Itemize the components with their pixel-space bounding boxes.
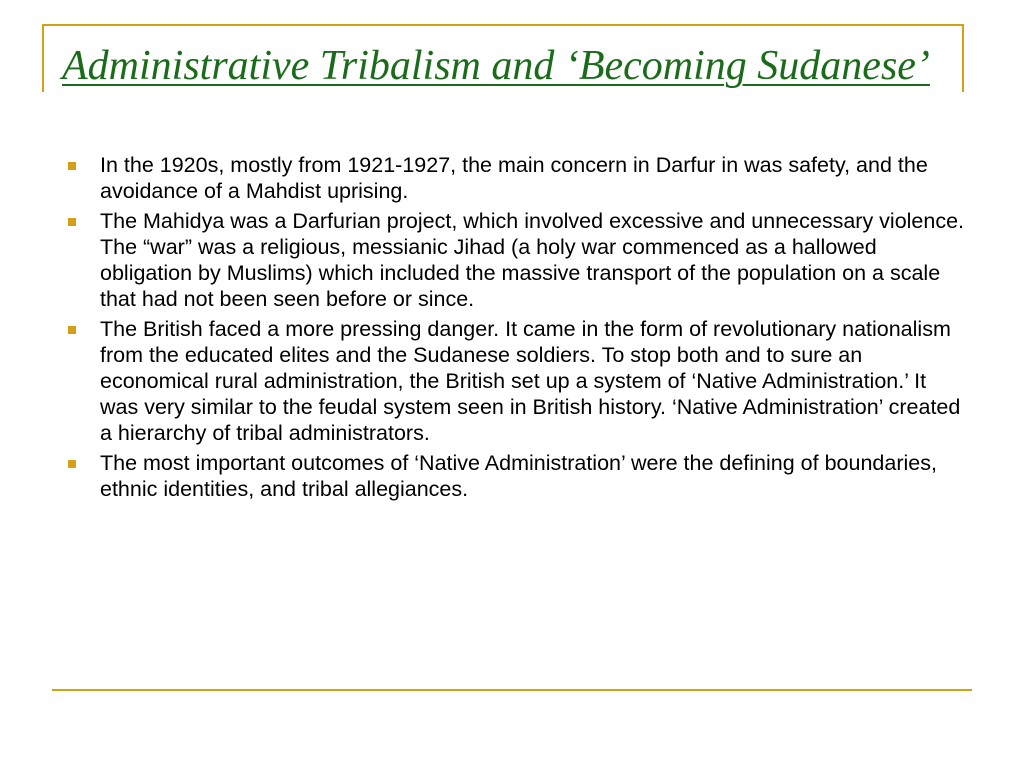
title-frame-right-line: [962, 24, 964, 92]
square-bullet-icon: [68, 460, 76, 468]
square-bullet-icon: [68, 326, 76, 334]
square-bullet-icon: [68, 218, 76, 226]
bullet-item: [66, 316, 966, 446]
bullet-item: [66, 152, 966, 204]
bullet-item: [66, 450, 966, 502]
bullet-item: [66, 208, 966, 312]
bullet-text: The British faced a more pressing danger. It came in the form of revolutionary nationalism from the educated elites and the Sudanese soldiers. To stop both and to sure an economical rural administration, the British set up a system of ‘Native Administration.’ It was very similar to the feudal system seen in British history. ‘Native Administration’ created a hierarchy of tribal administrators.: [100, 317, 961, 445]
bullet-text: The Mahidya was a Darfurian project, which involved excessive and unnecessary violence. The “war” was a religious, messianic Jihad (a holy war commenced as a hallowed obligation by Muslims) which included the massive transport of the population on a scale that had not been seen before or since.: [100, 209, 965, 311]
slide-title: Administrative Tribalism and ‘Becoming Sudanese’: [62, 43, 930, 89]
bullet-text: The most important outcomes of ‘Native Administration’ were the defining of boundaries, ethnic identities, and tribal allegiances.: [100, 451, 937, 501]
title-frame-top-line: [42, 24, 964, 26]
bullet-list: [66, 152, 966, 506]
square-bullet-icon: [68, 162, 76, 170]
bullet-text: In the 1920s, mostly from 1921-1927, the main concern in Darfur in was safety, and the avoidance of a Mahdist uprising.: [100, 153, 928, 203]
title-frame-left-line: [42, 24, 44, 92]
footer-divider: [52, 689, 972, 691]
